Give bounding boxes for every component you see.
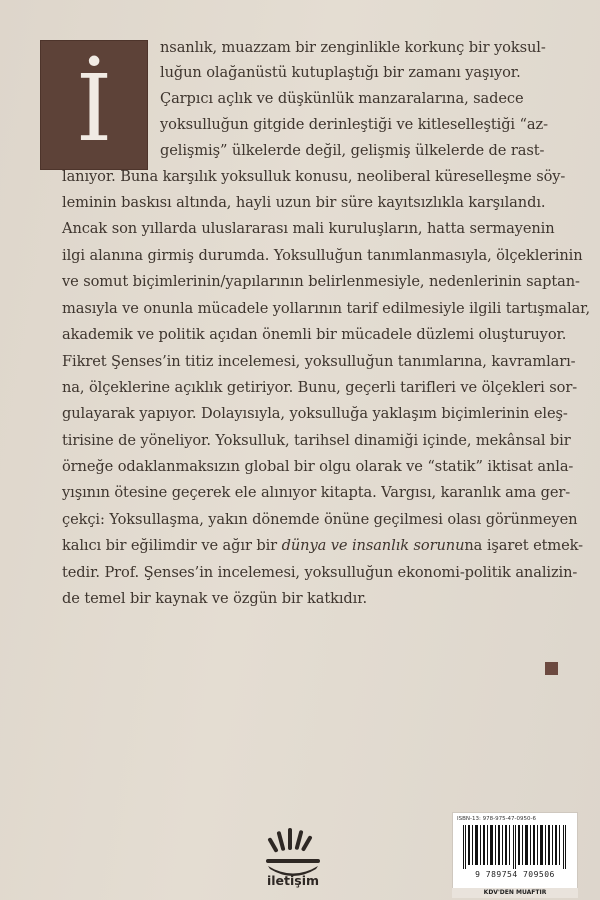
body-line-8: Ancak son yıllarda uluslararası mali kuruluşların, hatta sermayenin <box>62 220 555 237</box>
isbn-label: ISBN-13: 978-975-47-0950-6 <box>457 816 537 822</box>
body-line-12: akademik ve politik açıdan önemli bir mücadele düzlemi oluşturuyor. <box>62 326 567 343</box>
body-line-9: ilgi alanına girmiş durumda. Yoksulluğun tanımlanmasıyla, ölçeklerinin <box>62 247 583 264</box>
body-line-20 <box>62 537 583 555</box>
publisher-name: iletişim <box>266 873 320 888</box>
vat-exempt-label: KDV'DEN MUAFTIR <box>452 888 578 898</box>
body-line-3: Çarpıcı açlık ve düşkünlük manzaralarına, sadece <box>160 90 524 107</box>
body-line-16: tirisine de yöneliyor. Yoksulluk, tarihsel dinamiği içinde, mekânsal bir <box>62 432 571 449</box>
drop-cap-letter: İ <box>75 55 113 162</box>
barcode-digits: 9 789754 709506 <box>475 870 555 879</box>
body-line-2: luğun olağanüstü kutuplaştığı bir zamanı yaşıyor. <box>160 64 521 81</box>
line20-after: na işaret etmek- <box>464 537 583 554</box>
body-line-4: yoksulluğun gitgide derinleştiği ve kitleselleştiği “az- <box>160 116 548 133</box>
barcode-panel <box>452 812 578 890</box>
body-line-6: lanıyor. Buna karşılık yoksulluk konusu, neoliberal küreselleşme söy- <box>62 168 566 185</box>
body-line-18: yışının ötesine geçerek ele alınıyor kitapta. Vargısı, karanlık ama ger- <box>62 484 571 501</box>
drop-cap-box <box>40 40 148 170</box>
body-line-14: na, ölçeklerine açıklık getiriyor. Bunu, geçerli tarifleri ve ölçekleri sor- <box>62 379 578 396</box>
body-line-11: masıyla ve onunla mücadele yollarının tarif edilmesiyle ilgili tartışmalar, <box>62 300 590 317</box>
line20-before: kalıcı bir eğilimdir ve ağır bir <box>62 537 282 554</box>
body-line-13: Fikret Şenses’in titiz incelemesi, yoksulluğun tanımlarına, kavramları- <box>62 353 576 370</box>
barcode-icon <box>461 825 569 869</box>
body-line-17: örneğe odaklanmaksızın global bir olgu olarak ve “statik” iktisat anla- <box>62 458 574 475</box>
body-line-1: nsanlık, muazzam bir zenginlikle korkunç bir yoksul- <box>160 39 546 56</box>
body-line-5: gelişmiş” ülkelerde değil, gelişmiş ülkelerde de rast- <box>160 142 545 159</box>
body-line-21: tedir. Prof. Şenses’in incelemesi, yoksulluğun ekonomi-politik analizin- <box>62 564 578 581</box>
body-line-7: leminin baskısı altında, hayli uzun bir süre kayıtsızlıkla karşılandı. <box>62 194 546 211</box>
body-line-19: çekçi: Yoksullaşma, yakın dönemde önüne geçilmesi olası görünmeyen <box>62 511 578 528</box>
line20-italic: dünya ve insanlık sorunu <box>281 537 465 554</box>
end-mark-square <box>545 662 558 675</box>
body-line-15: gulayarak yapıyor. Dolayısıyla, yoksulluğa yaklaşım biçimlerinin eleş- <box>62 405 568 422</box>
body-line-10: ve somut biçimlerinin/yapılarının belirlenmesiyle, nedenlerinin saptan- <box>62 273 580 290</box>
body-line-22: de temel bir kaynak ve özgün bir katkıdır. <box>62 590 368 607</box>
